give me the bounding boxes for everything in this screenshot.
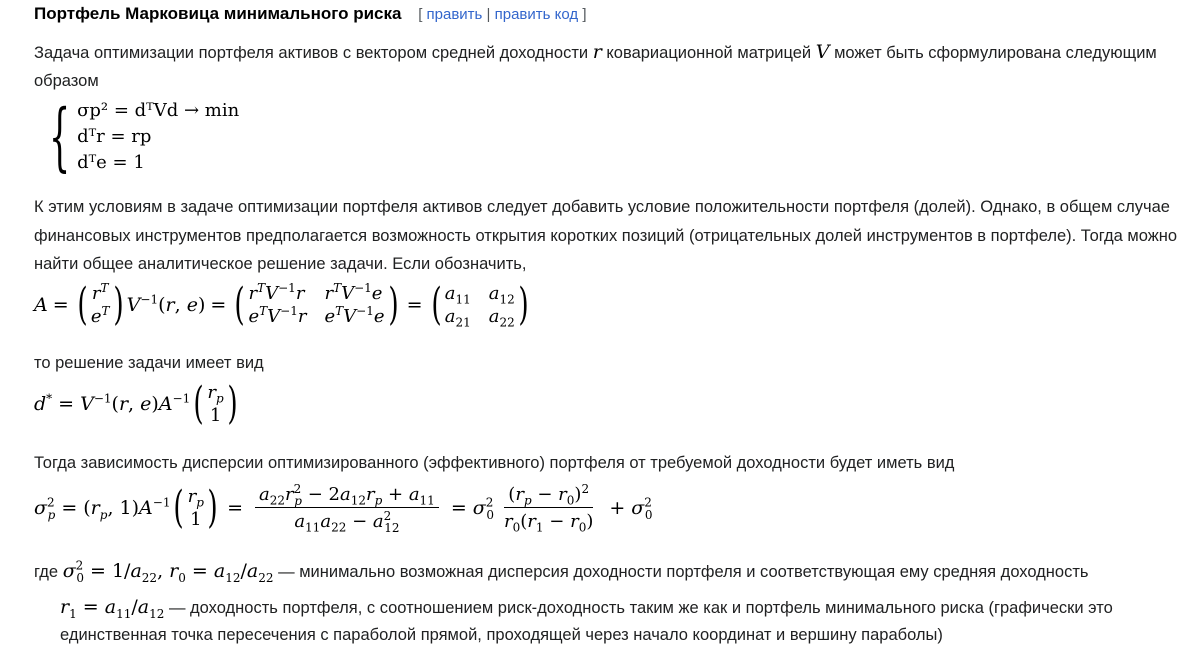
edit-separator: |	[486, 6, 491, 23]
paragraph-6-line-1: $r_1 = a_{11}/a_{12}$ — доходность портфеля, с соотношением риск-доходность таким же как и портфель минимального риска (графически это	[60, 596, 1113, 621]
paragraph-6-line-2: единственная точка пересечения с параболой прямой, проходящей через начало координат и вершину параболы)	[60, 626, 943, 644]
paragraph-2-line-3: найти общее аналитическое решение задачи. Если обозначить,	[34, 255, 527, 273]
paragraph-4: Тогда зависимость дисперсии оптимизированного (эффективного) портфеля от требуемой доходности будет иметь вид	[34, 454, 955, 472]
edit-link[interactable]: править	[426, 6, 483, 23]
paragraph-5: где $\sigma^2_0 = 1/a_{22}$, $r_0 = a_{12}/a_{22}$ — минимально возможная дисперсия доходности портфеля и соответствующая ему средняя доходность	[34, 558, 1089, 585]
var-r: r	[592, 41, 602, 63]
left-brace: {	[48, 94, 71, 180]
system-line-1: σp² = dᵀVd → min	[77, 100, 240, 121]
system-line-2: dᵀr = rp	[77, 126, 152, 147]
optimization-system	[36, 94, 240, 180]
edit-bracket-close: ]	[582, 6, 587, 23]
edit-code-link[interactable]: править код	[494, 6, 579, 23]
section-title: Портфель Марковица минимального риска	[34, 4, 402, 23]
paragraph-3: то решение задачи имеет вид	[34, 354, 264, 372]
section-heading	[34, 4, 586, 24]
paragraph-intro-line2: образом	[34, 72, 99, 90]
edit-links	[418, 6, 586, 23]
system-line-3: dᵀe = 1	[77, 152, 145, 173]
paragraph-intro: Задача оптимизации портфеля активов с вектором средней доходности r ковариационной матрицей V может быть сформулирована следующим	[34, 41, 1157, 63]
paragraph-2-line-2: финансовых инструментов предполагается возможность открытия коротких позиций (отрицательных долей инструментов в портфеле). Тогда можно	[34, 227, 1178, 245]
solution-d-star: d* = $V^{-1}(r$, $e)A^{-1}$ ( $r_p$ 1 )	[34, 378, 238, 429]
matrix-A-definition: A = ( $r^T$ $e^T$ ) $V^{-1}(r$, e) = ( $r^TV^{-1}r$ $r^TV^{-1}e$ $e^TV^{-1}r$ $e^TV^{-1}e$ ) = ( $a_{11}$ $a_{12}$ $a_{21}$ $a_{22}$ )	[34, 279, 529, 330]
paragraph-2-line-1: К этим условиям в задаче оптимизации портфеля активов следует добавить условие положительности портфеля (долей). Однако, в общем случае	[34, 198, 1170, 216]
var-V: V	[815, 41, 830, 63]
variance-formula: $\sigma^2_p$ = ($r_p$, $1)A^{-1}$ ( $r_p$ 1 ) = $\frac{a_{22}r^2_p - 2a_{12}r_p + a_{11}}{a_{11}a_{22} - a^2_{12}}$ = $\sigma^2_0$ $\frac{(r_p - r_0)^2}{r_0(r_1 - r_0)}$ + $\sigma^2_0$	[34, 482, 653, 535]
edit-bracket-open: [	[418, 6, 423, 23]
